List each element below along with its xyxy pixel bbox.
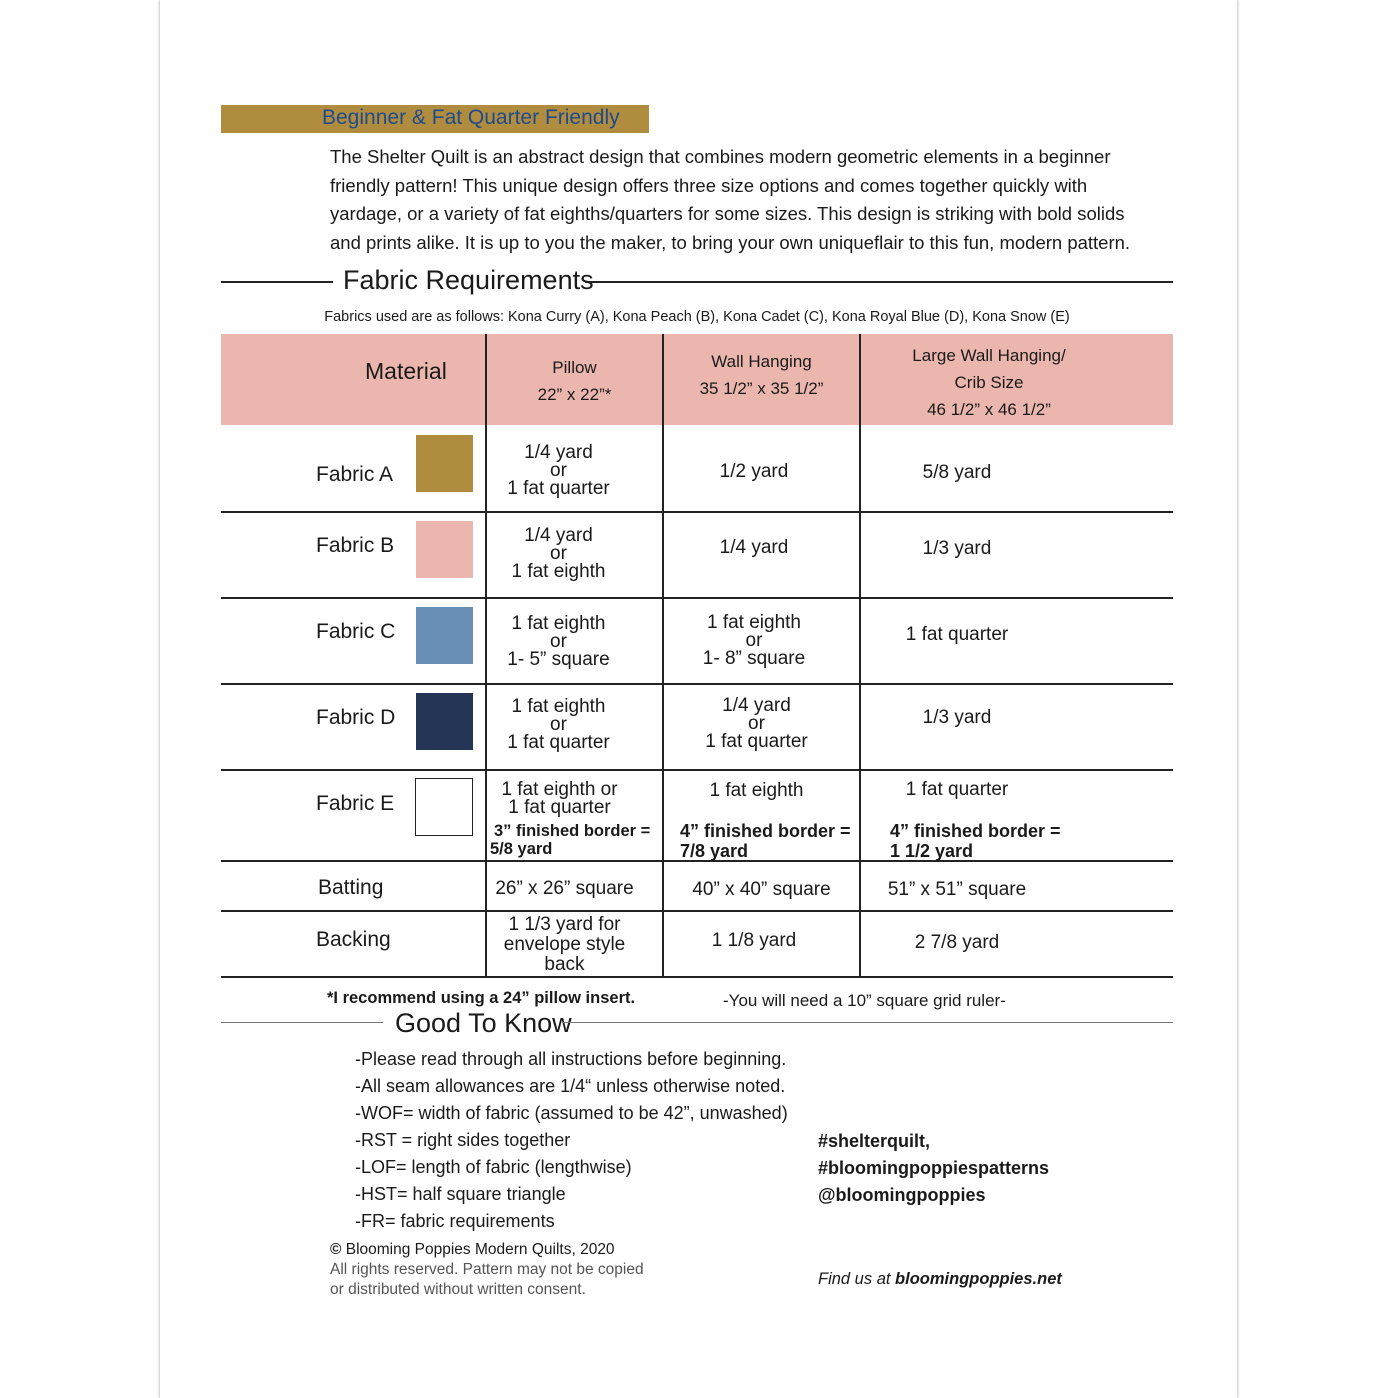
cell-fabric-e-pillow-border: [490, 822, 650, 858]
cell-line: 1 fat quarter: [905, 779, 1009, 800]
cell-line: 7/8 yard: [680, 841, 749, 861]
rights-line: or distributed without written consent.: [330, 1281, 586, 1298]
header-large-wall-hanging: [861, 342, 1117, 423]
list-item: -LOF= length of fabric (lengthwise): [355, 1157, 632, 1177]
good-to-know-list: [355, 1046, 788, 1235]
cell-fabric-d-large: [861, 709, 1053, 727]
row-label-fabric-a: Fabric A: [316, 463, 394, 486]
cell-line: 1 fat eighth: [511, 561, 606, 582]
fabric-c-swatch: [416, 607, 473, 664]
cell-line: 1 fat eighth or: [501, 779, 618, 800]
cell-line: or: [745, 630, 763, 651]
cell-line: 1 fat quarter: [507, 478, 610, 499]
cell-fabric-c-large: [861, 626, 1053, 644]
cell-line: 1 1/3 yard for: [508, 914, 621, 935]
fabric-d-swatch: [416, 693, 473, 750]
cell-fabric-b-pillow: [487, 527, 630, 581]
cell-fabric-e-pillow: [492, 781, 627, 817]
intro-line: The Shelter Quilt is an abstract design that combines modern geometric elements in a beginner: [330, 146, 1111, 167]
intro-line: and prints alike. It is up to you the maker, to bring your own uniqueflair to this fun, modern pattern.: [330, 231, 1131, 253]
cell-line: 1 fat quarter: [905, 624, 1009, 645]
cell-line: 1/4 yard: [719, 537, 789, 558]
row-label-fabric-d: Fabric D: [316, 706, 396, 729]
intro-line: yardage, or a variety of fat eighths/quarters for some sizes. This design is striking with bold solids: [330, 203, 1125, 224]
list-item: -All seam allowances are 1/4“ unless otherwise noted.: [355, 1076, 786, 1096]
cell-line: or: [550, 631, 567, 652]
good-rule-right: [563, 1022, 1173, 1023]
cell-fabric-d-wall: [664, 697, 849, 751]
cell-fabric-e-large: [861, 781, 1053, 799]
header-pillow-size: 22” x 22”*: [537, 385, 612, 404]
cell-line: 1/4 yard: [524, 442, 593, 463]
cell-line: 1/4 yard: [524, 525, 593, 546]
cell-line: 40” x 40” square: [692, 879, 831, 900]
header-large-subname: Crib Size: [954, 373, 1024, 392]
row-label-fabric-e: Fabric E: [316, 792, 395, 815]
cell-line: 1- 5” square: [507, 649, 610, 670]
fabrics-used-note: Fabrics used are as follows: Kona Curry (A), Kona Peach (B), Kona Cadet (C), Kona Royal Blue (D), Kona Snow (E): [324, 309, 1070, 325]
hashtag: #bloomingpoppiespatterns: [818, 1158, 1050, 1178]
cell-fabric-a-wall: [664, 463, 844, 481]
header-pillow-name: Pillow: [552, 358, 597, 377]
cell-line: 1 1/2 yard: [890, 841, 974, 861]
table-row-divider: [221, 683, 1173, 685]
cell-line: 1/2 yard: [719, 461, 789, 482]
header-wall-hanging: [664, 348, 859, 402]
cell-fabric-a-pillow: [487, 444, 630, 498]
cell-backing-pillow: [487, 915, 642, 975]
cell-line: back: [544, 954, 585, 975]
hashtag: #shelterquilt,: [818, 1131, 931, 1151]
fabric-e-swatch: [415, 778, 473, 836]
cell-line: 1 fat eighth: [709, 780, 804, 801]
cell-line: or: [550, 714, 567, 735]
copyright-block: [330, 1240, 644, 1300]
cell-line: 2 7/8 yard: [914, 932, 1000, 953]
cell-fabric-d-pillow: [487, 698, 630, 752]
copyright-line: [330, 1240, 644, 1260]
heading-rule-right: [585, 281, 1173, 283]
cell-fabric-e-large-border: [890, 821, 1061, 861]
find-us-prefix: Find us at: [818, 1270, 896, 1288]
good-rule-left: [221, 1022, 383, 1023]
website-link[interactable]: bloomingpoppies.net: [895, 1270, 1062, 1288]
cell-line: 51” x 51” square: [887, 879, 1027, 900]
cell-backing-large: [861, 934, 1053, 952]
cell-fabric-c-wall: [664, 614, 844, 668]
cell-line: 1 1/8 yard: [711, 930, 797, 951]
table-row-divider: [221, 511, 1173, 513]
fabric-a-swatch: [416, 435, 473, 492]
find-us-line: [818, 1270, 1062, 1289]
cell-fabric-c-pillow: [487, 615, 630, 669]
header-large-size: 46 1/2” x 46 1/2”: [927, 400, 1051, 419]
cell-batting-pillow: [487, 880, 642, 898]
cell-line: 5/8 yard: [490, 840, 553, 858]
header-large-name: Large Wall Hanging/: [912, 346, 1066, 365]
cell-fabric-a-large: [861, 464, 1053, 482]
cell-line: 1/3 yard: [922, 707, 992, 728]
cell-line: envelope style: [503, 934, 626, 955]
cell-line: 1/3 yard: [922, 538, 992, 559]
cell-fabric-e-wall: [664, 782, 849, 800]
cell-fabric-b-wall: [664, 539, 844, 557]
hashtags: [818, 1128, 1049, 1209]
list-item: -WOF= width of fabric (assumed to be 42”, unwashed): [355, 1103, 788, 1123]
pillow-insert-note: *I recommend using a 24” pillow insert.: [327, 989, 636, 1007]
good-to-know-heading: Good To Know: [395, 1008, 572, 1038]
banner-title: Beginner & Fat Quarter Friendly: [322, 106, 620, 129]
header-wall-size: 35 1/2” x 35 1/2”: [699, 379, 824, 398]
header-wall-name: Wall Hanging: [711, 352, 812, 371]
table-row-divider: [221, 597, 1173, 599]
cell-fabric-e-wall-border: [680, 821, 851, 861]
cell-line: 5/8 yard: [922, 462, 992, 483]
ruler-note: -You will need a 10” square grid ruler-: [723, 991, 1006, 1010]
cell-line: or: [550, 543, 567, 564]
social-handle: @bloomingpoppies: [818, 1185, 986, 1205]
table-row-divider: [221, 910, 1173, 912]
cell-line: 1 fat quarter: [705, 731, 808, 752]
cell-line: 26” x 26” square: [495, 878, 634, 899]
row-label-fabric-b: Fabric B: [316, 534, 395, 557]
cell-line: or: [550, 460, 567, 481]
fabric-requirements-heading: Fabric Requirements: [343, 265, 594, 295]
header-pillow: [487, 354, 662, 408]
row-label-backing: Backing: [316, 928, 391, 951]
cell-batting-wall: [664, 881, 859, 899]
cell-line: 1 fat quarter: [508, 797, 611, 818]
table-row-divider: [221, 976, 1173, 978]
intro-paragraph: [330, 143, 1131, 257]
cell-line: 1- 8” square: [702, 648, 806, 669]
cell-fabric-b-large: [861, 540, 1053, 558]
cell-line: 1 fat eighth: [511, 613, 606, 634]
row-label-fabric-c: Fabric C: [316, 620, 396, 643]
heading-rule-left: [221, 281, 333, 283]
rights-line: All rights reserved. Pattern may not be copied: [330, 1261, 644, 1278]
row-label-batting: Batting: [318, 876, 384, 899]
cell-line: or: [748, 713, 765, 734]
table-row-divider: [221, 769, 1173, 771]
fabric-b-swatch: [416, 521, 473, 578]
cell-batting-large: [861, 881, 1053, 899]
cell-line: 4” finished border =: [890, 821, 1061, 841]
cell-line: 1/4 yard: [722, 695, 791, 716]
cell-line: 1 fat quarter: [507, 732, 610, 753]
intro-line: friendly pattern! This unique design offers three size options and comes together quickly with: [330, 174, 1088, 196]
cell-line: 3” finished border =: [494, 822, 651, 840]
cell-line: 4” finished border =: [680, 821, 851, 841]
list-item: -FR= fabric requirements: [355, 1211, 555, 1231]
header-material: Material: [365, 358, 447, 384]
list-item: -RST = right sides together: [355, 1130, 571, 1150]
cell-line: 1 fat eighth: [706, 612, 802, 633]
cell-backing-wall: [664, 932, 844, 950]
list-item: -HST= half square triangle: [355, 1184, 566, 1204]
copyright-owner: Blooming Poppies Modern Quilts, 2020: [345, 1241, 615, 1258]
copyright-icon: ©: [330, 1241, 342, 1258]
list-item: -Please read through all instructions before beginning.: [355, 1049, 787, 1069]
cell-line: 1 fat eighth: [511, 696, 606, 717]
